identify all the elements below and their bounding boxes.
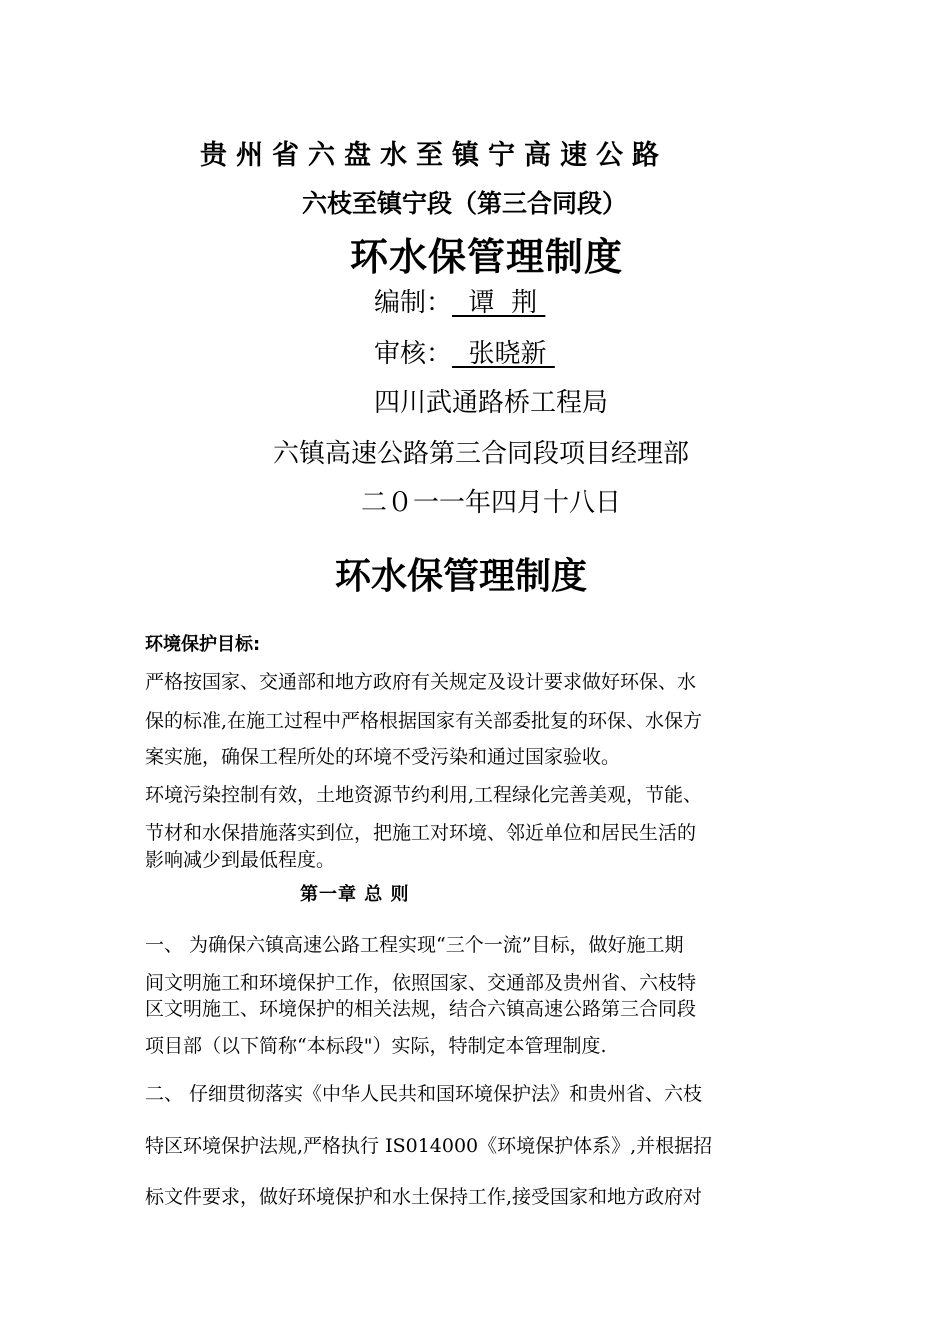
goal-line: 保的标准,在施工过程中严格根据国家有关部委批复的环保、水保方 [145,710,703,732]
article-line: 特区环境保护法规,严格执行 IS014000《环境保护体系》,并根据招 [145,1135,713,1157]
article-line: 间文明施工和环境保护工作，依照国家、交通部及贵州省、六枝特 [145,972,697,994]
goal-line: 案实施，确保工程所处的环境不受污染和通过国家验收。 [145,746,621,768]
goal-line: 严格按国家、交通部和地方政府有关规定及设计要求做好环保、水 [145,671,697,693]
article-line: 二、 仔细贯彻落实《中华人民共和国环境保护法》和贵州省、六枝 [145,1083,703,1105]
cover-document-title: 环水保管理制度 [350,235,624,279]
goal-heading: 环境保护目标: [145,634,261,655]
reviewed-by-row [374,333,555,370]
project-department: 六镇高速公路第三合同段项目经理部 [273,439,690,469]
section-subtitle: 六枝至镇宁段（第三合同段） [302,189,628,218]
goal-line: 影响减少到最低程度。 [145,849,336,871]
project-title: 贵州省六盘水至镇宁高速公路 [200,140,668,171]
reviewed-by-label: 审核： [374,339,453,369]
compiled-by-label: 编制： [374,288,453,318]
article-line: 项目部（以下简称“本标段"）实际，特制定本管理制度. [145,1035,607,1057]
document-date: 二０一一年四月十八日 [361,488,622,518]
article-line: 一、 为确保六镇高速公路工程实现“三个一流”目标，做好施工期 [145,934,684,956]
main-title: 环水保管理制度 [335,556,588,597]
article-line: 标文件要求，做好环境保护和水土保持工作,接受国家和地方政府对 [145,1186,703,1208]
goal-line: 节材和水保措施落实到位，把施工对环境、邻近单位和居民生活的 [145,822,697,844]
organization-name: 四川武通路桥工程局 [374,388,609,418]
reviewed-by-name: 张晓新 [452,339,555,369]
chapter-title: 第一章 总 则 [300,884,410,905]
article-line: 区文明施工、环境保护的相关法规，结合六镇高速公路第三合同段 [145,998,697,1020]
goal-line: 环境污染控制有效，土地资源节约利用,工程绿化完善美观，节能、 [145,784,703,806]
compiled-by-row [374,282,545,319]
compiled-by-name: 谭 荆 [452,288,546,318]
